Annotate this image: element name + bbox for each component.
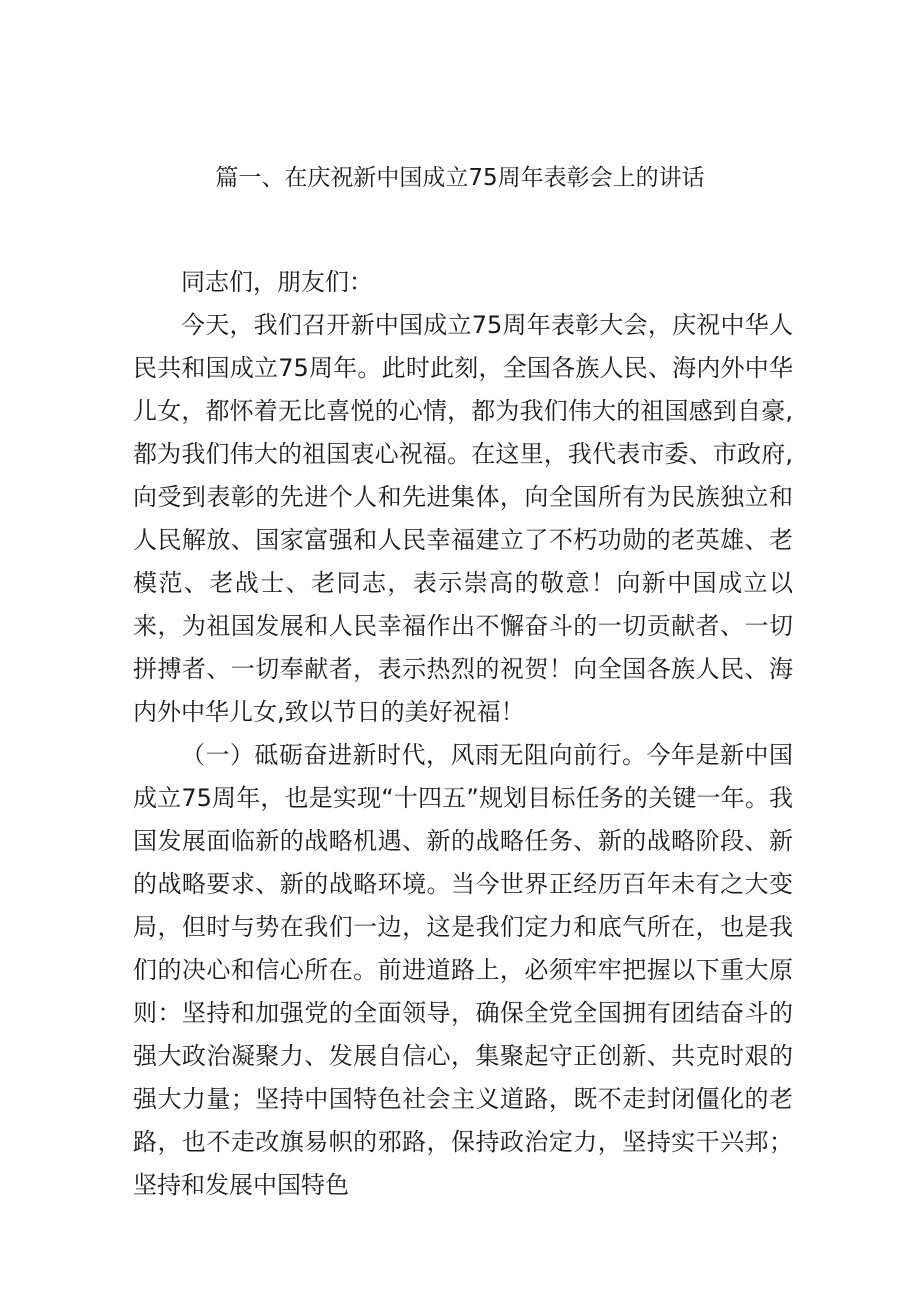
document-title: 篇一、在庆祝新中国成立75周年表彰会上的讲话 xyxy=(215,165,705,191)
document-body xyxy=(133,261,793,1207)
salutation: 同志们，朋友们： xyxy=(181,268,373,296)
paragraph-section-one: （一）砥砺奋进新时代，风雨无阻向前行。今年是新中国成立75周年，也是实现“十四五”规划目标任务的关键一年。我国发展面临新的战略机遇、新的战略任务、新的战略阶段、新的战略要求、新的战略环境。当今世界正经历百年未有之大变局，但时与势在我们一边，这是我们定力和底气所在，也是我们的决心和信心所在。前进道路上，必须牢牢把握以下重大原则：坚持和加强党的全面领导，确保全党全国拥有团结奋斗的强大政治凝聚力、发展自信心，集聚起守正创新、共克时艰的强大力量；坚持中国特色社会主义道路，既不走封闭僵化的老路，也不走改旗易帜的邪路，保持政治定力，坚持实干兴邦；坚持和发展中国特色 xyxy=(133,741,793,1199)
paragraph-opening: 今天，我们召开新中国成立75周年表彰大会，庆祝中华人民共和国成立75周年。此时此刻，全国各族人民、海内外中华儿女，都怀着无比喜悦的心情，都为我们伟大的祖国感到自豪,都为我们伟大的祖国衷心祝福。在这里，我代表市委、市政府,向受到表彰的先进个人和先进集体，向全国所有为民族独立和人民解放、国家富强和人民幸福建立了不朽功勋的老英雄、老模范、老战士、老同志，表示崇高的敬意！向新中国成立以来，为祖国发展和人民幸福作出不懈奋斗的一切贡献者、一切拼搏者、一切奉献者，表示热烈的祝贺！向全国各族人民、海内外中华儿女,致以节日的美好祝福！ xyxy=(133,311,793,726)
